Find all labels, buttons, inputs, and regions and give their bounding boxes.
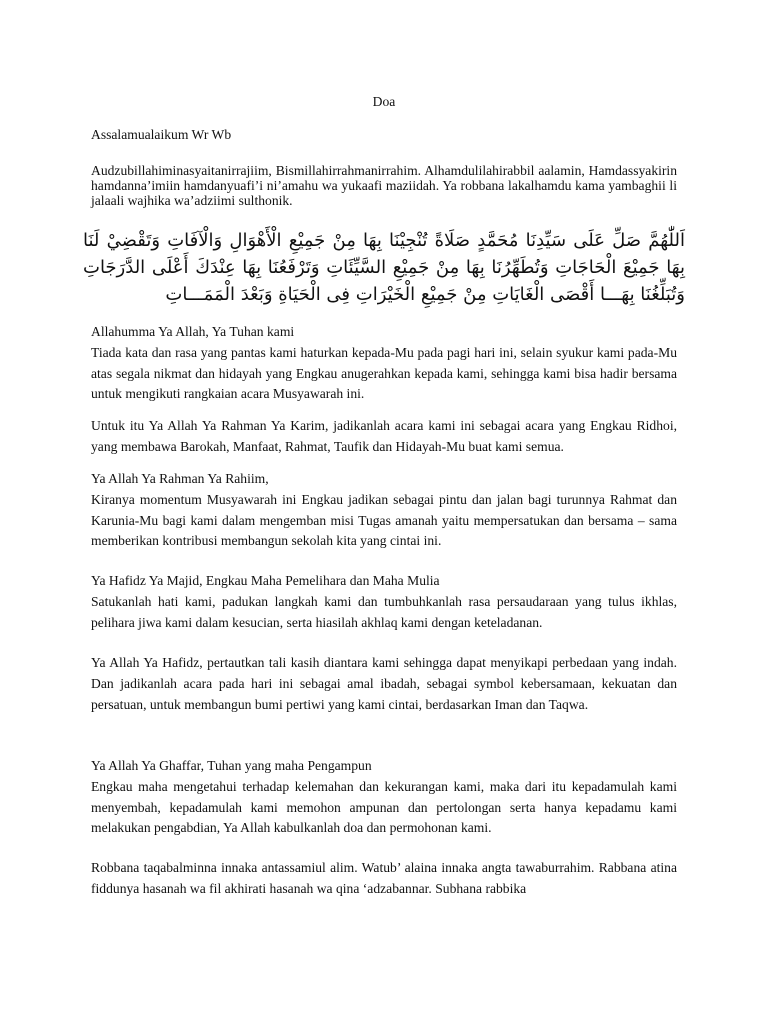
opening-paragraph: Audzubillahiminasyaitanirrajiim, Bismillahirrahmanirrahim. Alhamdulilahirabbil aalamin, Hamdassyakirin hamdanna’imiin hamdanyuafi’i ni’amahu wa yukaafi maziidah. Ya robbana lakalhamdu kama yambaghii li jalaali wajhika wa’adziimi sulthonik. [91, 163, 677, 208]
section-1 [91, 322, 677, 405]
section-1-heading: Allahumma Ya Allah, Ya Tuhan kami [91, 324, 295, 339]
section-3-heading: Ya Allah Ya Rahman Ya Rahiim, [91, 471, 269, 486]
section-3 [91, 469, 677, 552]
closing-paragraph: Robbana taqabalminna innaka antassamiul alim. Watub’ alaina innaka angta tawaburrahim. Rabbana atina fiddunya hasanah wa fil akhirati hasanah wa qina ‘adzabannar. Subhana rabbika [91, 860, 677, 896]
section-3-body: Kiranya momentum Musyawarah ini Engkau jadikan sebagai pintu dan jalan bagi turunnya Rahmat dan Karunia-Mu bagi kami dalam mengemban misi Tugas amanah yaitu mempersatukan dan bersama – sama memberikan kontribusi membangun sekolah kita yang cintai ini. [91, 491, 677, 549]
document-title: Doa [372, 94, 396, 109]
section-2-body: Untuk itu Ya Allah Ya Rahman Ya Karim, jadikanlah acara kami ini sebagai acara yang Engkau Ridhoi, yang membawa Barokah, Manfaat, Rahmat, Taufik dan Hidayah-Mu buat kami semua. [91, 418, 677, 454]
section-6 [91, 756, 677, 839]
section-6-body: Engkau maha mengetahui terhadap kelemahan dan kekurangan kami, maka dari itu kepadamulah kami menyembah, kepadamulah kami memohon ampunan dan pertolongan serta hanya kepadamu kami melakukan pengabdian, Ya Allah kabulkanlah doa dan permohonan kami. [91, 778, 677, 836]
section-5-body: Ya Allah Ya Hafidz, pertautkan tali kasih diantara kami sehingga dapat menyikapi perbedaan yang indah. Dan jadikanlah acara pada hari ini sebagai amal ibadah, sebagai symbol kebersamaan, kekuatan dan persatuan, untuk membangun bumi pertiwi yang kami cintai, berdasarkan Iman dan Taqwa. [91, 655, 677, 712]
section-6-heading: Ya Allah Ya Ghaffar, Tuhan yang maha Pengampun [91, 758, 372, 773]
greeting: Assalamualaikum Wr Wb [91, 127, 232, 142]
arabic-salawat: اَللّٰهُمَّ صَلِّ عَلَى سَيِّدِنَا مُحَمَّدٍ صَلَاةً تُنْجِيْنَا بِهَا مِنْ جَمِيْعِ الْأَهْوَالِ وَالْآفَاتِ وَتَقْضِيْ لَنَا بِهَا جَمِيْعَ الْحَاجَاتِ وَتُطَهِّرُنَا بِهَا مِنْ جَمِيْعِ السَّيِّئَاتِ وَتَرْفَعُنَا بِهَا عِنْدَكَ أَعْلَى الدَّرَجَاتِ وَتُبَلِّغُنَا بِهَـــا أَقْصَى الْغَايَاتِ مِنْ جَمِيْعِ الْخَيْرَاتِ فِى الْحَيَاةِ وَبَعْدَ الْمَمَـــاتِ [83, 230, 685, 305]
section-4 [91, 571, 677, 633]
section-4-body: Satukanlah hati kami, padukan langkah kami dan tumbuhkanlah rasa persaudaraan yang tulus ikhlas, pelihara jiwa kami dalam kesucian, serta hiasilah akhlaq kami dengan keteladanan. [91, 593, 677, 630]
section-4-heading: Ya Hafidz Ya Majid, Engkau Maha Pemelihara dan Maha Mulia [91, 573, 440, 588]
section-1-body: Tiada kata dan rasa yang pantas kami haturkan kepada-Mu pada pagi hari ini, selain syukur kami pada-Mu atas segala nikmat dan hidayah yang Engkau anugerahkan kepada kami, sehingga kami bisa hadir bersama untuk mengikuti rangkaian acara Musyawarah ini. [91, 344, 677, 402]
